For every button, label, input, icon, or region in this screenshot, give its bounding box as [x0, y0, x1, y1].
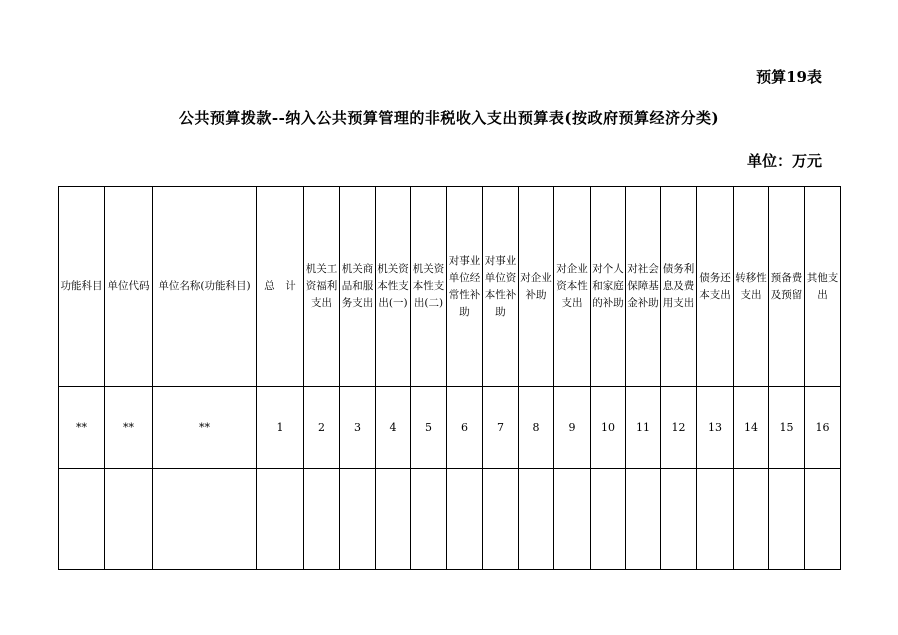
column-number-cell: 4	[376, 387, 411, 469]
header-cell: 机关资本性支出(一)	[376, 187, 411, 387]
data-cell	[554, 469, 591, 570]
header-cell: 对社会保障基金补助	[626, 187, 661, 387]
data-cell	[340, 469, 376, 570]
header-cell: 对企业资本性支出	[554, 187, 591, 387]
data-cell	[483, 469, 519, 570]
header-cell: 债务利息及费用支出	[661, 187, 697, 387]
data-cell	[153, 469, 257, 570]
data-cell	[734, 469, 769, 570]
column-number-cell: 10	[591, 387, 626, 469]
header-cell: 机关工资福利支出	[304, 187, 340, 387]
data-cell	[626, 469, 661, 570]
data-cell	[257, 469, 304, 570]
header-cell: 其他支出	[805, 187, 841, 387]
unit-label: 单位：万元	[746, 152, 822, 170]
header-cell: 单位代码	[105, 187, 153, 387]
data-cell	[591, 469, 626, 570]
column-number-row	[59, 387, 841, 469]
column-number-cell: 5	[411, 387, 447, 469]
data-row	[59, 469, 841, 570]
header-cell: 对事业单位资本性补助	[483, 187, 519, 387]
column-number-cell: 16	[805, 387, 841, 469]
data-cell	[59, 469, 105, 570]
header-cell: 转移性支出	[734, 187, 769, 387]
form-number: 预算19表	[756, 68, 822, 86]
header-cell: 功能科目	[59, 187, 105, 387]
header-cell: 预备费及预留	[769, 187, 805, 387]
data-cell	[304, 469, 340, 570]
header-cell: 对个人和家庭的补助	[591, 187, 626, 387]
column-number-cell: 6	[447, 387, 483, 469]
column-number-cell: 8	[519, 387, 554, 469]
column-number-cell: 9	[554, 387, 591, 469]
header-cell: 总 计	[257, 187, 304, 387]
column-number-cell: **	[153, 387, 257, 469]
data-cell	[519, 469, 554, 570]
column-number-cell: 12	[661, 387, 697, 469]
column-number-cell: 11	[626, 387, 661, 469]
header-cell: 对企业补助	[519, 187, 554, 387]
data-cell	[697, 469, 734, 570]
data-cell	[447, 469, 483, 570]
data-cell	[411, 469, 447, 570]
column-number-cell: 1	[257, 387, 304, 469]
data-cell	[105, 469, 153, 570]
header-cell: 对事业单位经常性补助	[447, 187, 483, 387]
column-number-cell: 14	[734, 387, 769, 469]
data-cell	[376, 469, 411, 570]
column-number-cell: 3	[340, 387, 376, 469]
header-cell: 债务还本支出	[697, 187, 734, 387]
column-number-cell: 15	[769, 387, 805, 469]
header-cell: 机关商品和服务支出	[340, 187, 376, 387]
column-number-cell: 13	[697, 387, 734, 469]
header-cell: 机关资本性支出(二)	[411, 187, 447, 387]
data-cell	[805, 469, 841, 570]
column-number-cell: **	[105, 387, 153, 469]
data-cell	[661, 469, 697, 570]
column-number-cell: 2	[304, 387, 340, 469]
report-title: 公共预算拨款--纳入公共预算管理的非税收入支出预算表(按政府预算经济分类)	[178, 109, 720, 127]
header-cell: 单位名称(功能科目)	[153, 187, 257, 387]
column-number-cell: **	[59, 387, 105, 469]
column-number-cell: 7	[483, 387, 519, 469]
header-row	[59, 187, 841, 387]
data-cell	[769, 469, 805, 570]
budget-table	[58, 186, 841, 570]
